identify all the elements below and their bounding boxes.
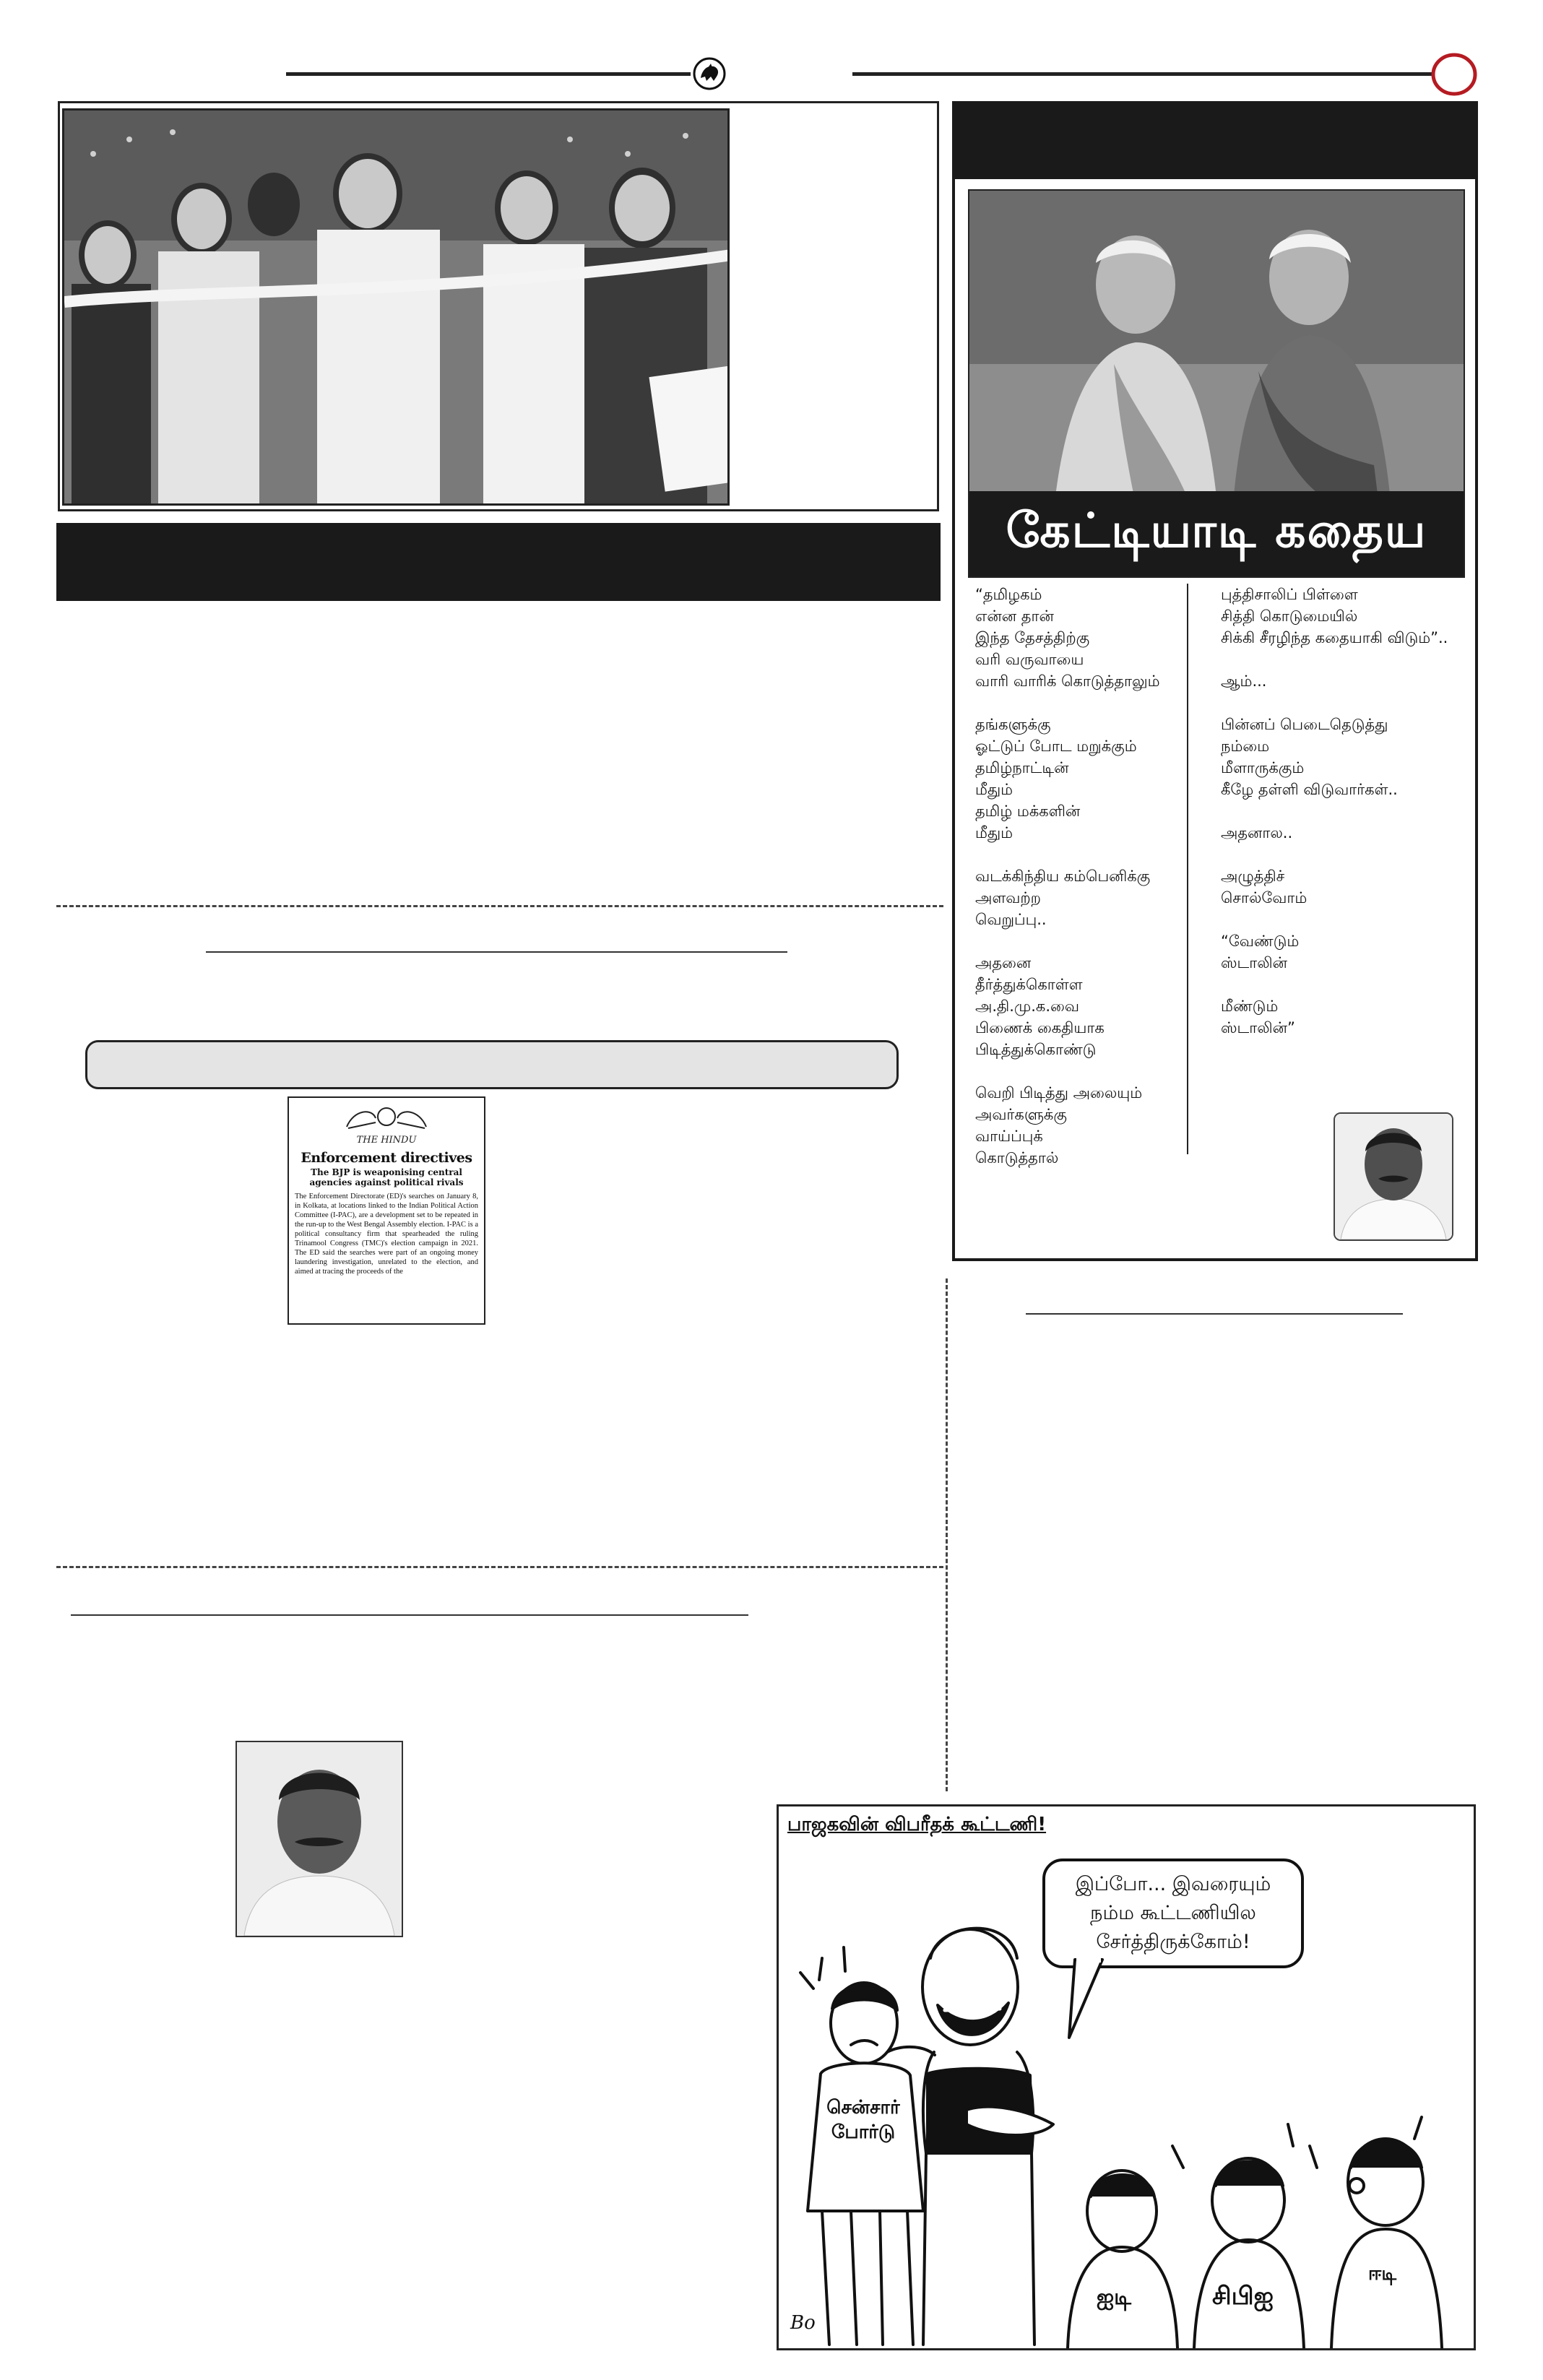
poem-line: மீதும் — [975, 781, 1013, 798]
clipping-title: Enforcement directives — [301, 1150, 472, 1166]
poem-column-rule — [1187, 584, 1188, 1154]
poem-line: பின்னப் பெடைதெடுத்து — [1221, 716, 1388, 733]
poem-line: “வேண்டும் — [1221, 932, 1300, 950]
label-board-line-1: சென்சார் — [826, 2097, 900, 2119]
sidebar-header-bar — [952, 101, 1478, 179]
poem-line: அதனால.. — [1221, 824, 1293, 841]
speech-line-1: இப்போ... இவரையும் — [1075, 1873, 1271, 1895]
speech-line-2: நம்ம கூட்டணியில — [1090, 1902, 1256, 1924]
poem-line: சித்தி கொடுமையில் — [1221, 607, 1358, 625]
section-divider-1 — [56, 905, 943, 907]
clipping-masthead: THE HINDU — [356, 1135, 417, 1146]
poem-line: வெறுப்பு.. — [975, 911, 1047, 928]
poem-line — [975, 1060, 1185, 1082]
poem-line: தீர்த்துக்கொள்ள — [975, 976, 1083, 993]
poem-line: ஓட்டுப் போட மறுக்கும் — [975, 737, 1137, 755]
poem-line: அ.தி.மு.க.வை — [975, 998, 1079, 1015]
sidebar-headline-banner — [969, 491, 1464, 576]
poem-line: அழுத்திச் — [1221, 867, 1285, 885]
poem-line — [975, 844, 1185, 865]
poem-line: “தமிழகம் — [975, 586, 1042, 603]
label-ed: ஐடி — [1097, 2285, 1131, 2310]
label-board-block — [816, 2095, 910, 2145]
poem-line — [1221, 844, 1466, 865]
poem-line: தமிழ்நாட்டின் — [975, 759, 1069, 776]
cartoonist-signature: Bo — [790, 2312, 816, 2334]
headline-bar-left — [56, 523, 941, 601]
label-cbi: சிபிஐ — [1212, 2282, 1274, 2311]
poem-line: தமிழ் மக்களின் — [975, 802, 1081, 820]
subhead-rule-1 — [206, 951, 787, 953]
poem-right-column — [1221, 584, 1466, 1039]
poem-line — [975, 692, 1185, 714]
poem-line: அளவற்ற — [975, 889, 1041, 906]
poem-line: ஸ்டாலின் — [1221, 954, 1287, 972]
page-number-circle — [1430, 52, 1478, 97]
poem-line: தங்களுக்கு — [975, 716, 1051, 733]
poem-line: வாய்ப்புக் — [975, 1128, 1043, 1145]
poem-line — [1221, 974, 1466, 995]
clipping-subtitle: The BJP is weaponising central agencies against political rivals — [309, 1167, 464, 1187]
poem-line — [1221, 800, 1466, 822]
poem-line: ஸ்டாலின்” — [1221, 1019, 1295, 1037]
poem-line — [975, 930, 1185, 952]
poem-line: நம்மை — [1221, 737, 1270, 755]
cartoon-panel — [777, 1804, 1476, 2350]
party-emblem-icon — [692, 56, 727, 91]
cartoon-title: பாஜகவின் விபரீதக் கூட்டணி! — [787, 1814, 1047, 1835]
poem-line: சிக்கி சீரழிந்த கதையாகி விடும்”.. — [1221, 629, 1448, 646]
header-rule-left — [286, 72, 691, 76]
highlight-box — [85, 1040, 899, 1089]
poem-line: மீண்டும் — [1221, 998, 1279, 1015]
newspaper-clipping — [288, 1096, 485, 1325]
ribbon-cutting-photo — [62, 108, 730, 506]
poem-line: சொல்வோம் — [1221, 889, 1308, 906]
author-portrait-left — [235, 1741, 403, 1937]
clipping-body: The Enforcement Directorate (ED)'s searches on January 8, in Kolkata, at locations linked to the Indian Political Action Committee (I-PAC), are a development set to be repeated in the run-up to the West Bengal Assembly election. I-PAC is a political consultancy firm that spearheaded the ruling Trinamool Congress (TMC)'s election campaign in 2021. The ED said the searches were part of an ongoing money laundering investigation, unrelated to the election, and aimed at tracing the proceeds of the — [295, 1193, 478, 1276]
poem-line: வரி வருவாயை — [975, 651, 1084, 668]
poem-line: கீழே தள்ளி விடுவார்கள்.. — [1221, 781, 1398, 798]
poem-line: மீதும் — [975, 824, 1013, 841]
poem-line: கொடுத்தால் — [975, 1149, 1059, 1167]
header-rule-right — [852, 72, 1438, 76]
sidebar-headline: கேட்டியாடி கதைய — [1006, 503, 1427, 558]
poem-line: வெறி பிடித்து அலையும் — [975, 1084, 1143, 1102]
poem-line — [1221, 909, 1466, 930]
sidebar-subhead-rule — [1026, 1313, 1403, 1315]
column-divider — [946, 1278, 948, 1791]
poem-line: வாரி வாரிக் கொடுத்தாலும் — [975, 672, 1160, 690]
poem-line: பிணைக் கைதியாக — [975, 1019, 1105, 1037]
speech-line-3: சேர்த்திருக்கோம்! — [1096, 1931, 1250, 1953]
poem-line: இந்த தேசத்திற்கு — [975, 629, 1090, 646]
subhead-rule-2 — [71, 1614, 748, 1616]
poem-line: புத்திசாலிப் பிள்ளை — [1221, 586, 1358, 603]
poem-left-column — [975, 584, 1185, 1169]
poem-line: வடக்கிந்திய கம்பெனிக்கு — [975, 867, 1151, 885]
poem-line: அவர்களுக்கு — [975, 1106, 1067, 1123]
label-it: ஈடி — [1368, 2263, 1397, 2285]
poem-line: அதனை — [975, 954, 1032, 972]
section-divider-2 — [56, 1566, 943, 1568]
poem-line — [1221, 649, 1466, 670]
poem-line: என்ன தான் — [975, 607, 1054, 625]
clipping-masthead-icon — [295, 1102, 478, 1150]
label-board-line-2: போர்டு — [831, 2121, 896, 2143]
poem-line — [1221, 692, 1466, 714]
poem-line: பிடித்துக்கொண்டு — [975, 1041, 1097, 1058]
author-portrait-right — [1334, 1112, 1453, 1241]
poem-line: ஆம்... — [1221, 672, 1267, 690]
poem-line: மீளாருக்கும் — [1221, 759, 1305, 776]
